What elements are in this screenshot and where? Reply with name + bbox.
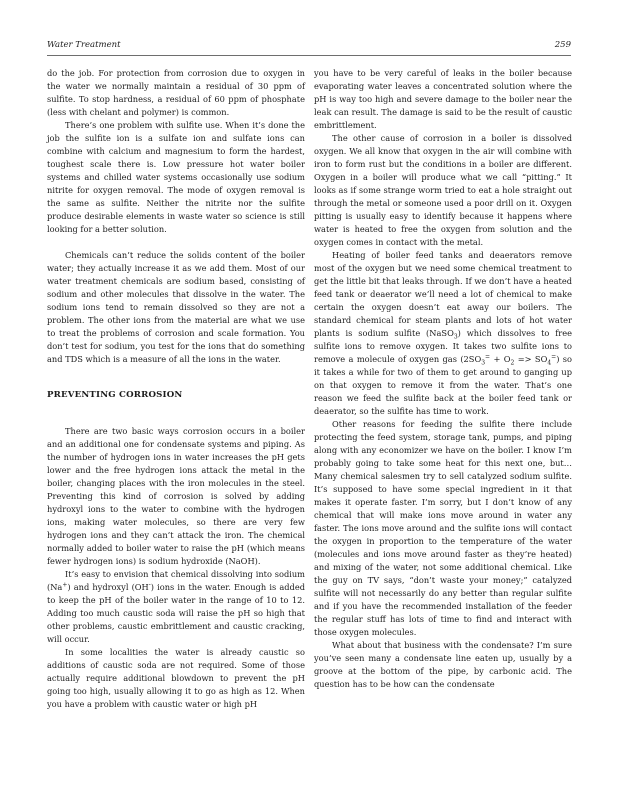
paragraph: There’s one problem with sulfite use. When it’s done the job the sulfite ion is a sulfate ion and sulfate ions can combine with calcium and magnesium to form the hardest, toughest scale there is. Low pressure hot water boiler systems and chilled water systems occasionally use sodium nitrite for oxygen removal. The mode of oxygen removal is the same as sulfite. Neither the nitrite nor the sulfite produce desirable elements in waste water so science is still looking for a better solution.: [47, 120, 305, 234]
paragraph: Heating of boiler feed tanks and deaerators remove most of the oxygen but we need some chemical treatment to get the little bit that leaks through. If we don’t have a heated feed tank or deaerator we’ll need a lot of chemical to make certain the oxygen doesn’t eat away our boilers. The standard chemical for steam plants and lots of hot water plants is sodium sulfite (NaSO$_3$) which dissolves to free sulfite ions to remove oxygen. It takes two sulfite ions to remove a molecule of oxygen gas $(2SO_3^= + O_2 => SO_4^=)$ so it takes a while for two of them to get around to ganging up on that oxygen to remove it from the water. That’s one reason we feed the sulfite back at the boiler feed tank or deaerator, so the sulfite has time to work.: [314, 250, 573, 416]
running-title: Water Treatment: [47, 40, 121, 50]
paragraph: do the job. For protection from corrosion due to oxygen in the water we normally maintain a residual of 30 ppm of sulfite. To stop hardness, a residual of 60 ppm of phosphate (less with chelant and polymer) is common.: [47, 68, 305, 117]
paragraph: The other cause of corrosion in a boiler is dissolved oxygen. We all know that oxygen in the air will combine with iron to form rust but the conditions in a boiler are different. Oxygen in a boiler will produce what we call “pitting.” It looks as if some strange worm tried to eat a hole straight out through the metal or someone used a poor drill on it. Oxygen pitting is usually easy to identify because it happens where water is heated to free the oxygen from solution and the oxygen comes in contact with the metal.: [314, 133, 572, 247]
header-rule: [47, 55, 571, 56]
paragraph: Other reasons for feeding the sulfite there include protecting the feed system, storage tank, pumps, and piping along with any economizer we have on the boiler. I know I’m probably going to take some heat for this next one, but… Many chemical salesmen try to sell catalyzed sodium sulfite. It’s supposed to have some special ingredient in it that makes it operate faster. I’m sorry, but I don’t know of any chemical that will make ions move around in water any faster. The ions move around and the sulfite ions will contact the oxygen in proportion to the temperature of the water (molecules and ions move around faster as they’re heated) and mixing of the water, not some additional chemical. Like the guy on TV says, “don’t waste your money;” catalyzed sulfite will not necessarily do any better than regular sulfite and if you have the recommended installation of the feeder the regular stuff has lots of time to find and interact with those oxygen molecules.: [314, 419, 572, 637]
paragraph: There are two basic ways corrosion occurs in a boiler and an additional one for condensate systems and piping. As the number of hydrogen ions in water increases the pH gets lower and the free hydrogen ions attack the metal in the boiler, changing places with the iron molecules in the steel. Preventing this kind of corrosion is solved by adding hydroxyl ions to the water to combine with the hydrogen ions, making water molecules, so there are very few hydrogen ions and they can’t attack the iron. The chemical normally added to boiler water to raise the pH (which means fewer hydrogen ions) is sodium hydroxide (NaOH).: [47, 426, 305, 566]
paragraph: Chemicals can’t reduce the solids content of the boiler water; they actually increase it as we add them. Most of our water treatment chemicals are sodium based, consisting of sodium and other molecules that dissolve in the water. The sodium ions tend to remain dissolved so they are not a problem. The other ions from the material are what we use to treat the problems of corrosion and scale formation. You don’t test for sodium, you test for the ions that do something and TDS which is a measure of all the ions in the water.: [47, 250, 305, 364]
left-column: [47, 67, 305, 711]
paragraph: you have to be very careful of leaks in the boiler because evaporating water leaves a concentrated solution where the pH is way too high and severe damage to the boiler near the leak can result. The damage is said to be the result of caustic embrittlement.: [314, 68, 572, 130]
paragraph: It’s easy to envision that chemical dissolving into sodium (Na+) and hydroxyl (OH-) ions in the water. Enough is added to keep the pH of the boiler water in the range of 10 to 12. Adding too much caustic soda will raise the pH so high that other problems, caustic embrittlement and caustic cracking, will occur.: [47, 569, 305, 644]
right-column: [314, 67, 572, 691]
section-heading: PREVENTING CORROSION: [47, 390, 183, 400]
page-number: 259: [554, 40, 571, 50]
running-header: [47, 38, 571, 52]
paragraph: What about that business with the condensate? I’m sure you’ve seen many a condensate line eaten up, usually by a groove at the bottom of the pipe, by carbonic acid. The question has to be how can the condensate: [314, 640, 572, 689]
paragraph: In some localities the water is already caustic so additions of caustic soda are not required. Some of those actually require additional blowdown to prevent the pH going too high, usually allowing it to go as high as 12. When you have a problem with caustic water or high pH: [47, 647, 305, 709]
